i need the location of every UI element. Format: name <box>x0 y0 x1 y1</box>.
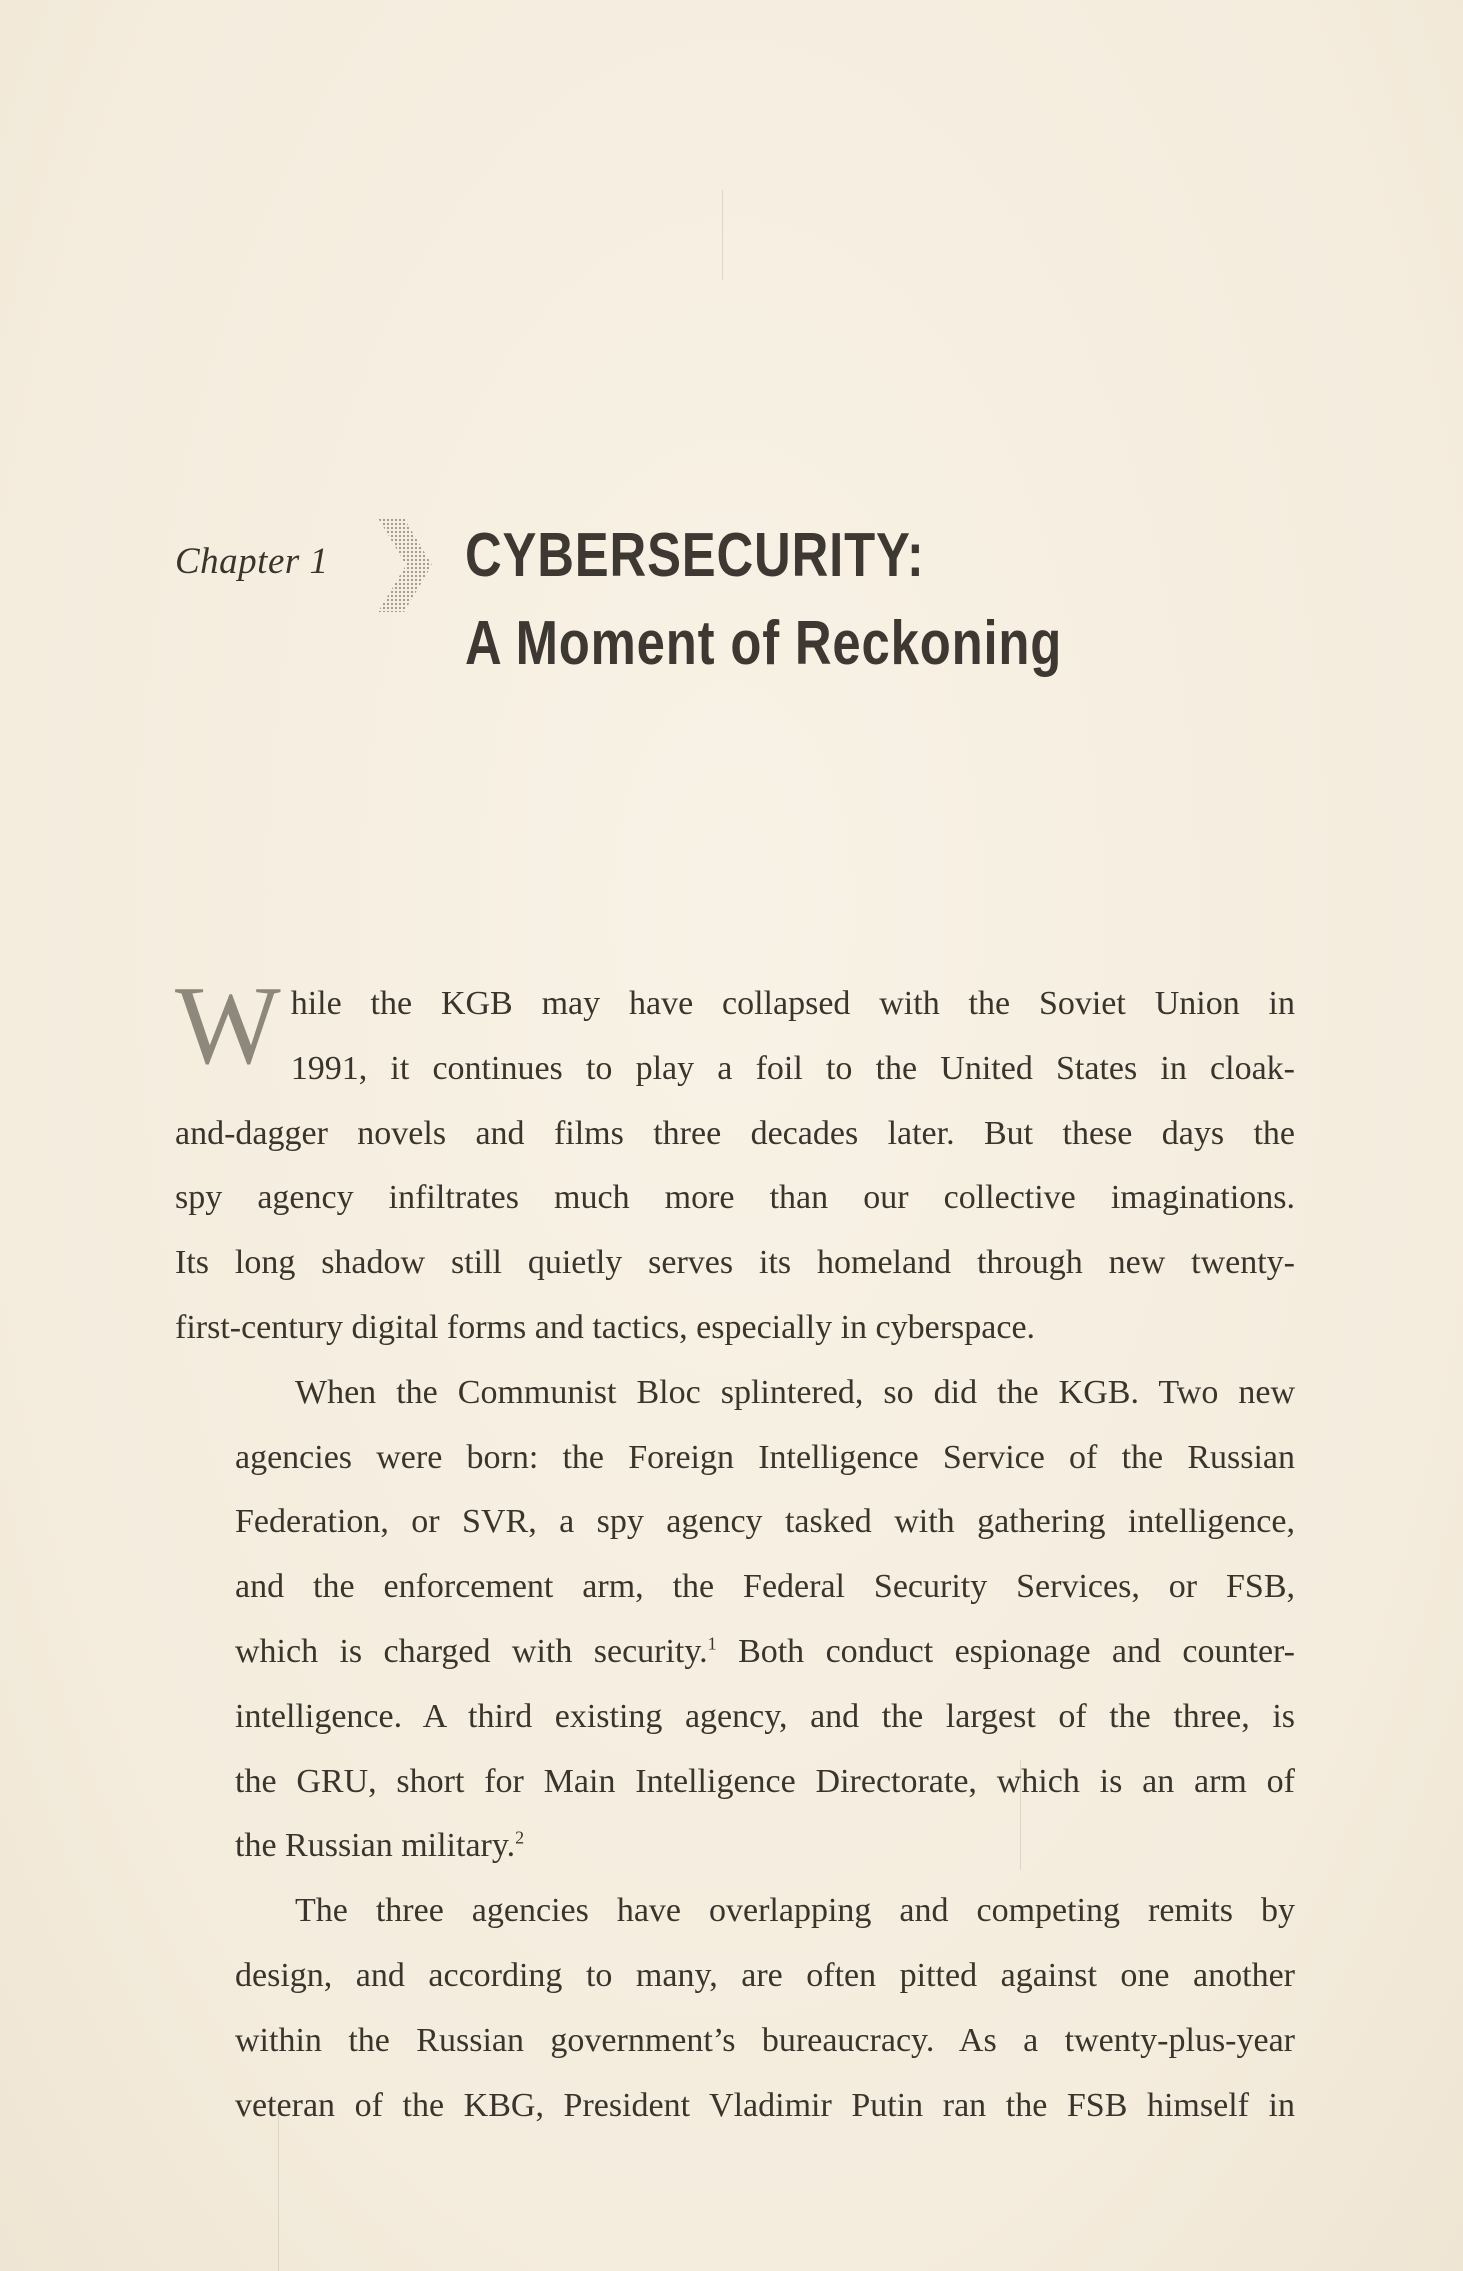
chapter-title-line-2: A Moment of Reckoning <box>465 609 1063 678</box>
text-line: and the enforcement arm, the Federal Security Services, or FSB, <box>235 1568 1295 1606</box>
text-line: within the Russian government’s bureaucracy. As a twenty-plus-year <box>235 2021 1295 2059</box>
show-through-line <box>722 190 723 280</box>
text-line: agencies were born: the Foreign Intelligence Service of the Russian <box>235 1438 1295 1476</box>
text-line: and-dagger novels and films three decades later. But these days the <box>175 1114 1295 1152</box>
text-line: first-century digital forms and tactics, especially in cyberspace. <box>175 1308 1036 1346</box>
text-line: spy agency infiltrates much more than our collective imaginations. <box>175 1179 1295 1217</box>
body-text <box>175 964 1295 2138</box>
text-line <box>175 1620 1295 1685</box>
text-line: design, and according to many, are often pitted against one another <box>235 1956 1295 1994</box>
chevron-right-icon <box>370 510 440 620</box>
text-fragment: Both conduct espionage and counter- <box>738 1632 1295 1670</box>
chapter-title-line-1: CYBERSECURITY: <box>465 521 925 590</box>
paragraph-1 <box>175 964 1295 1361</box>
text-line: 1991, it continues to play a foil to the United States in cloak- <box>290 1049 1295 1087</box>
text-line: Federation, or SVR, a spy agency tasked with gathering intelligence, <box>235 1503 1295 1541</box>
text-line: When the Communist Bloc splintered, so did the KGB. Two new <box>295 1373 1295 1411</box>
paragraph-2 <box>175 1361 1295 1879</box>
text-line: hile the KGB may have collapsed with the Soviet Union in <box>290 985 1295 1022</box>
chapter-header <box>175 520 1295 700</box>
drop-cap: W <box>175 964 281 1088</box>
text-line: Its long shadow still quietly serves its homeland through new twenty- <box>175 1244 1295 1282</box>
text-fragment: the Russian military. <box>235 1827 516 1865</box>
text-line: the GRU, short for Main Intelligence Directorate, which is an arm of <box>235 1762 1295 1800</box>
text-fragment: which is charged with security. <box>235 1632 708 1670</box>
paragraph-3 <box>175 1879 1295 2138</box>
footnote-marker: 2 <box>515 1828 525 1849</box>
text-line: The three agencies have overlapping and competing remits by <box>295 1892 1295 1930</box>
text-line <box>175 1814 1295 1879</box>
text-line: intelligence. A third existing agency, and the largest of the three, is <box>235 1697 1295 1735</box>
chapter-label: Chapter 1 <box>175 541 329 582</box>
footnote-marker: 1 <box>707 1633 717 1654</box>
text-line: veteran of the KBG, President Vladimir Putin ran the FSB himself in <box>235 2086 1295 2124</box>
